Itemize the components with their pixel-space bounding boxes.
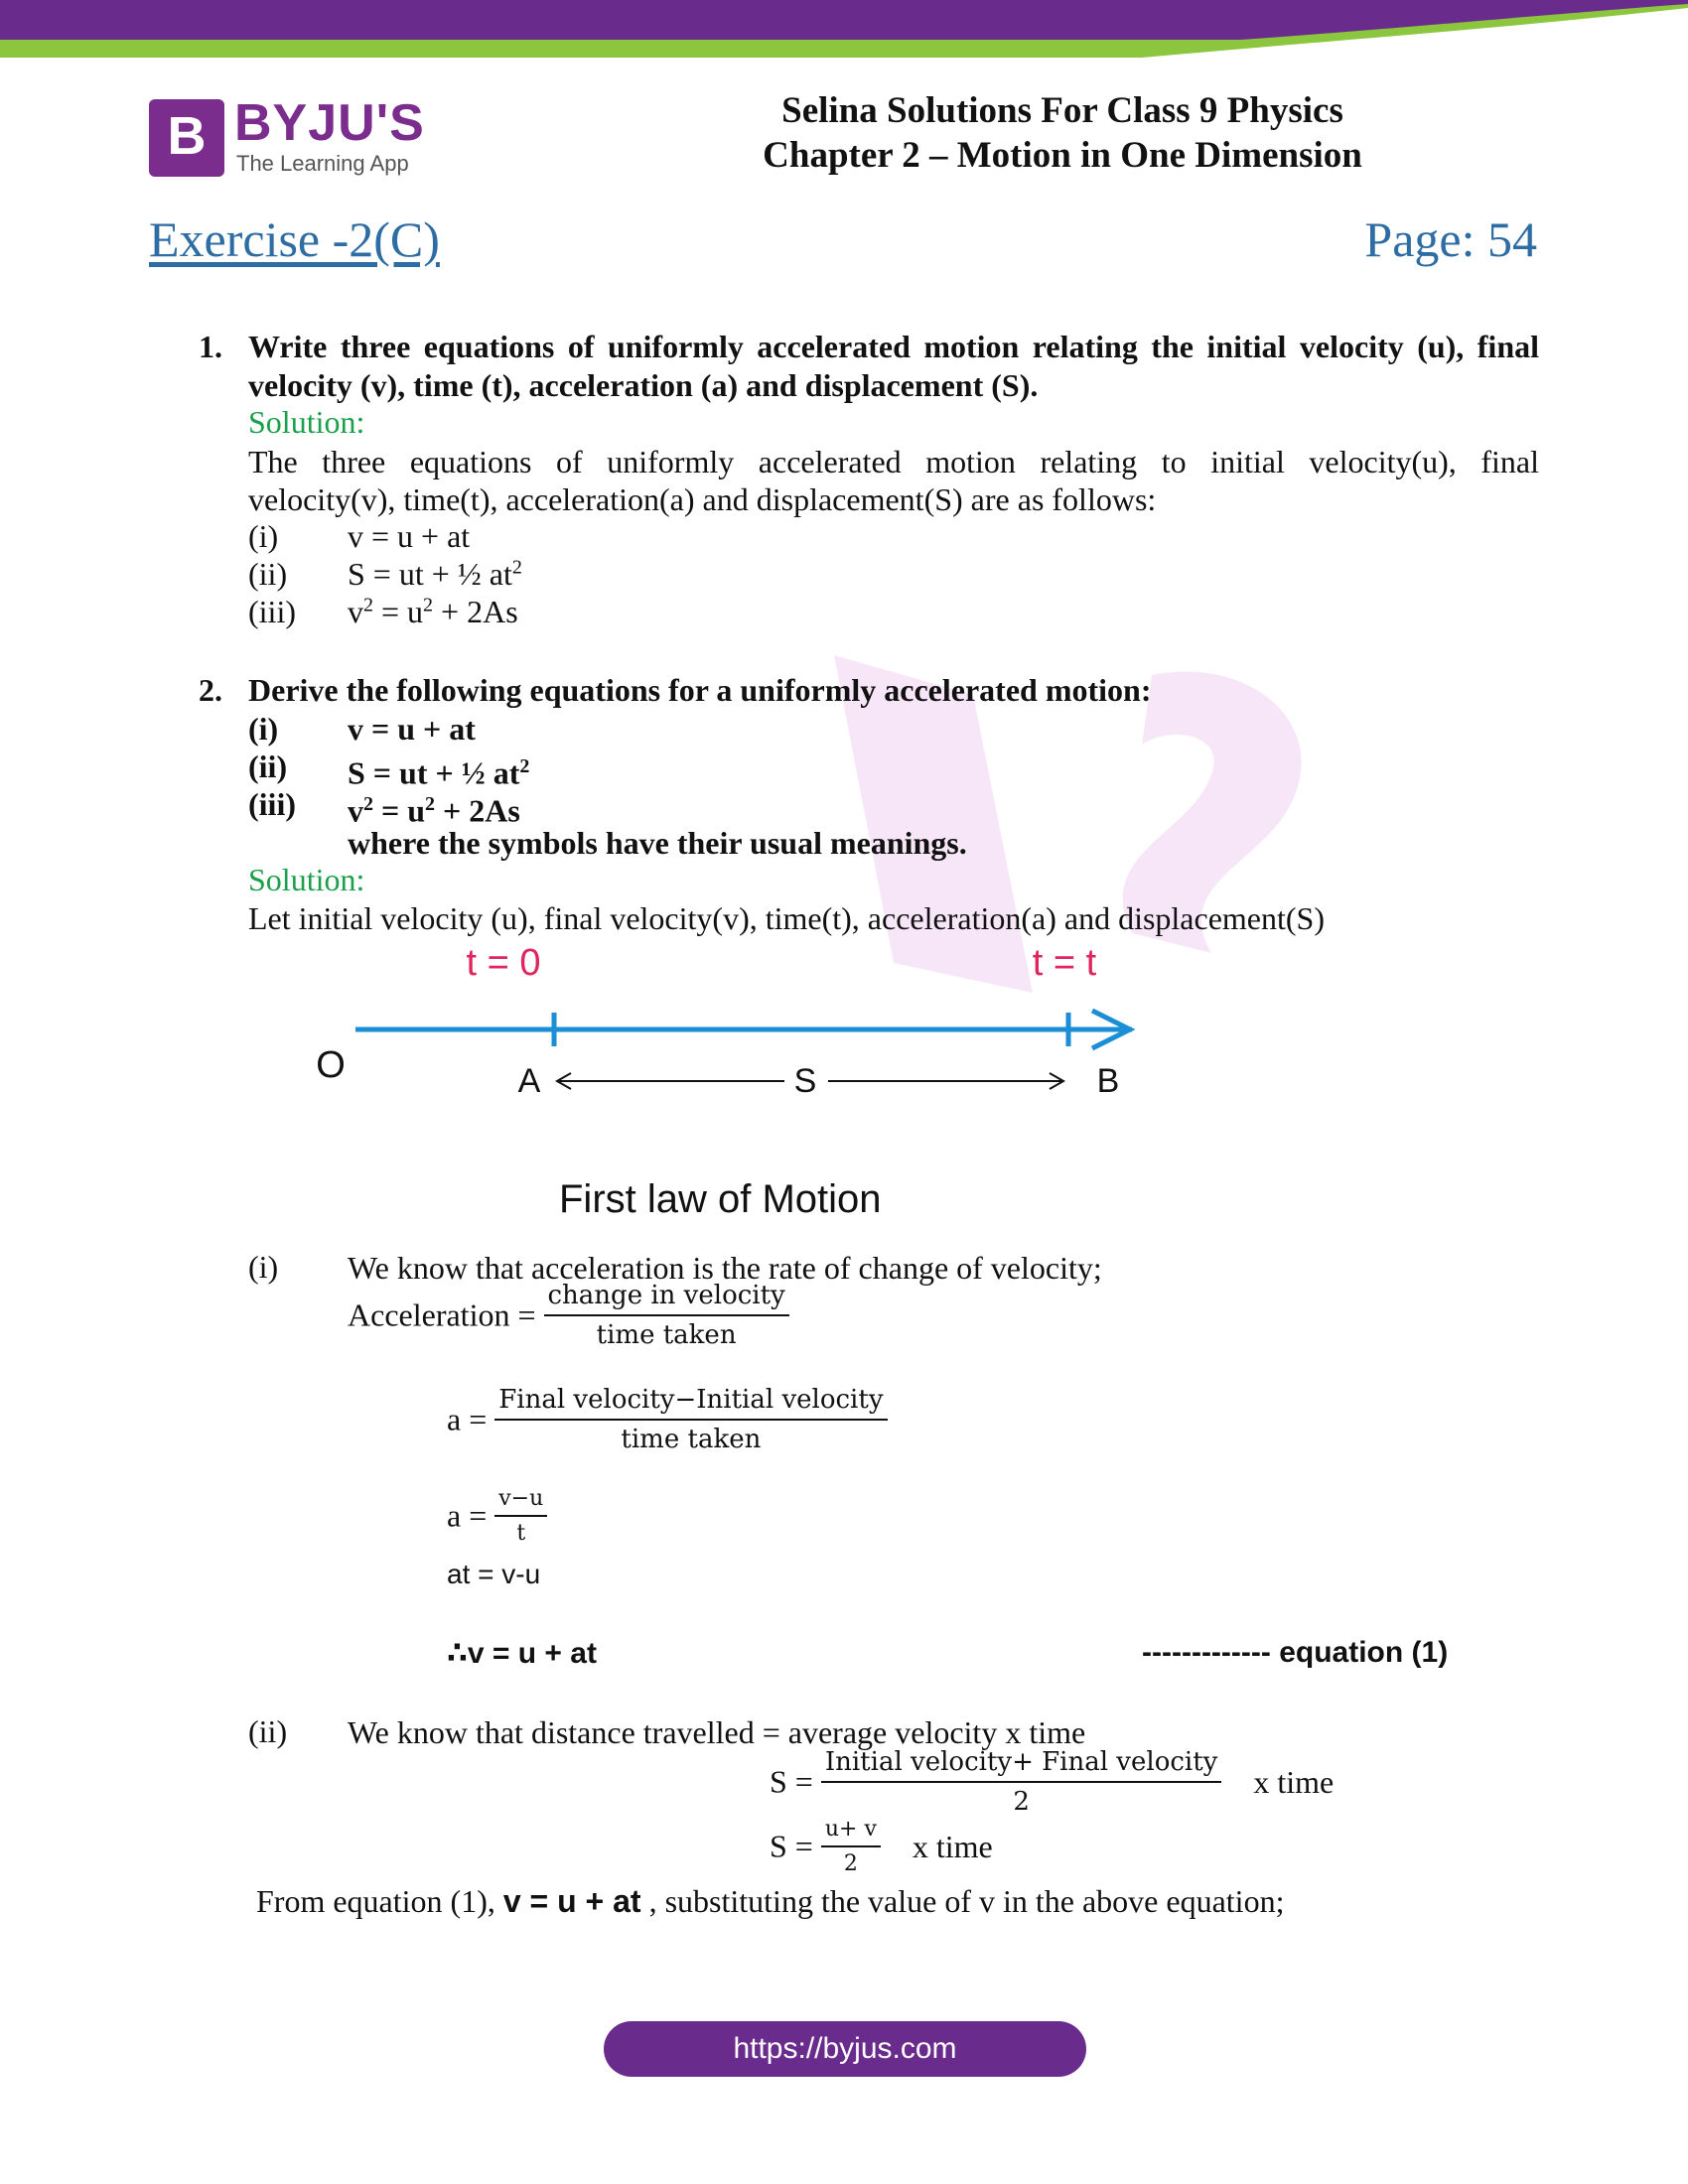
q2-note: where the symbols have their usual meanings. — [348, 825, 967, 861]
q1-number: 1. — [199, 329, 222, 364]
equation-1-tag: ------------- equation (1) — [1142, 1636, 1449, 1669]
distance-formula: S = $\frac{\text{Initial velocity+ Final velocity}}{2}$ x time — [770, 1747, 1335, 1817]
label-origin: O — [316, 1044, 346, 1086]
q2-eq3-label: (iii) — [248, 786, 296, 822]
motion-diagram — [298, 933, 1192, 1112]
q1-text-line1: Write three equations of uniformly accelerated motion relating the initial velocity (u), final — [248, 329, 1539, 364]
byjus-logo — [149, 94, 437, 179]
footer-url[interactable]: https://byjus.com — [604, 2021, 1086, 2077]
logo-name: BYJU'S — [234, 94, 425, 152]
q1-eq2: S = ut + ½ $at^2$ — [348, 556, 522, 592]
part1-label: (i) — [248, 1249, 279, 1285]
header-title-line1: Selina Solutions For Class 9 Physics — [781, 90, 1343, 131]
page-number: Page: 54 — [1364, 211, 1537, 267]
q1-eq3: $v^2 = u^2 + 2As$ — [348, 594, 518, 629]
q2-number: 2. — [199, 672, 222, 708]
part2-text: We know that distance travelled = average velocity x time — [348, 1714, 1086, 1750]
acceleration-symbol-formula: a = $\frac{v-u}{t}$ — [447, 1486, 547, 1546]
q1-intro-line1: The three equations of uniformly accelerated motion relating to initial velocity(u), final — [248, 444, 1539, 479]
q2-eq1-label: (i) — [248, 711, 279, 747]
q1-eq2-label: (ii) — [248, 556, 288, 592]
q2-eq2: S = ut + ½ $at^2$ — [348, 754, 530, 791]
q2-eq2-label: (ii) — [248, 749, 288, 784]
q1-eq1: v = u + at — [348, 518, 471, 554]
q1-eq3-label: (iii) — [248, 594, 296, 629]
q2-eq1: v = u + at — [348, 711, 476, 747]
at-equals-line: at = v-u — [447, 1559, 541, 1589]
header-title-line2: Chapter 2 – Motion in One Dimension — [763, 135, 1362, 176]
exercise-title: Exercise -2(C) — [149, 211, 440, 267]
q2-intro: Let initial velocity (u), final velocity(v), time(t), acceleration(a) and displacement(S) — [248, 900, 1325, 936]
label-tt: t = t — [1032, 942, 1097, 984]
q2-eq3: $v^2 = u^2 + 2As$ — [348, 792, 520, 829]
q1-intro-line2: velocity(v), time(t), acceleration(a) and displacement(S) are as follows: — [248, 481, 1157, 517]
label-displacement: S — [793, 1062, 817, 1100]
logo-letter: B — [167, 106, 207, 166]
q2-text: Derive the following equations for a uniformly accelerated motion: — [248, 672, 1152, 708]
distance-symbol-formula: S = $\frac{u+ v}{2}$ x time — [770, 1817, 993, 1876]
q1-solution-label: Solution: — [248, 404, 365, 440]
part2-label: (ii) — [248, 1713, 288, 1749]
acceleration-definition: Acceleration = $\frac{\text{change in velocity}}{\text{time taken}}$ — [348, 1281, 789, 1350]
equation-1-result: ∴v = u + at — [447, 1637, 597, 1670]
logo-tagline: The Learning App — [236, 151, 409, 176]
q1-eq1-label: (i) — [248, 518, 279, 554]
label-t0: t = 0 — [466, 942, 541, 984]
q1-text-line2: velocity (v), time (t), acceleration (a) and displacement (S). — [248, 367, 1039, 403]
label-point-a: A — [517, 1062, 541, 1100]
acceleration-velocity-formula: a = $\frac{\text{Final velocity−Initial velocity}}{\text{time taken}}$ — [447, 1385, 888, 1454]
substitution-line: From equation (1), v = u + at , substituting the value of v in the above equation; — [256, 1883, 1285, 1919]
label-point-b: B — [1096, 1062, 1120, 1100]
diagram-caption: First law of Motion — [559, 1177, 882, 1221]
q2-solution-label: Solution: — [248, 862, 365, 897]
part1-text: We know that acceleration is the rate of change of velocity; — [348, 1250, 1102, 1286]
header-band — [0, 0, 1688, 60]
